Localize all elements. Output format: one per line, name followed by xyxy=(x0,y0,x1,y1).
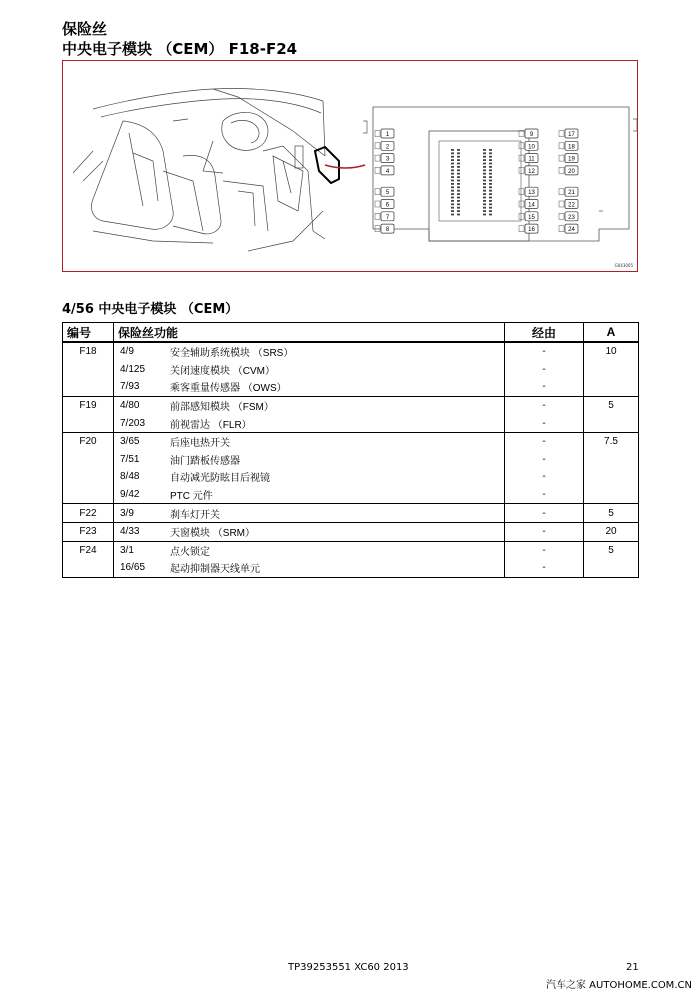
fuse-slot xyxy=(559,200,578,209)
page-number: 21 xyxy=(626,962,639,973)
component-name-cell: 点火锁定 xyxy=(170,546,210,558)
fuse-table xyxy=(62,322,639,578)
connector-pin xyxy=(483,197,486,199)
fuse-slot xyxy=(519,200,538,209)
connector-pin xyxy=(489,173,492,175)
component-name-cell: PTC 元件 xyxy=(170,486,505,504)
connector-pin xyxy=(457,166,460,168)
fuse-slot-number: 9 xyxy=(529,132,534,138)
connector-pin xyxy=(451,159,454,161)
fuse-slot-number: 18 xyxy=(568,144,575,151)
ampere-cell xyxy=(584,361,639,379)
connector-pin xyxy=(451,203,454,205)
connector-pin xyxy=(483,200,486,202)
fuse-slot xyxy=(519,166,538,175)
component-code-cell: 4/33 xyxy=(114,522,171,541)
connector-pin xyxy=(483,186,486,188)
fuse-number-cell xyxy=(63,378,114,396)
connector-pin xyxy=(451,173,454,175)
ampere-cell xyxy=(584,414,639,432)
connector-pin xyxy=(451,149,454,151)
table-row xyxy=(63,451,639,469)
component-code-cell: 3/65 xyxy=(120,436,140,448)
connector-pin xyxy=(489,207,492,209)
via-cell: - xyxy=(505,468,584,486)
fuse-slot-number: 19 xyxy=(568,156,575,163)
component-code-cell: 7/203 xyxy=(114,414,171,432)
connector-pin xyxy=(457,149,460,151)
connector-pin xyxy=(457,159,460,161)
connector-pin xyxy=(451,166,454,168)
component-name-cell: 起动抑制器天线单元 xyxy=(170,559,505,577)
fuse-slot-number: 5 xyxy=(385,190,390,197)
via-cell: - xyxy=(505,361,584,379)
component-name-cell: 油门踏板传感器 xyxy=(170,455,240,467)
via-cell: - xyxy=(505,432,584,450)
connector-pin xyxy=(457,183,460,185)
watermark: 汽车之家 AUTOHOME.COM.CN xyxy=(546,980,692,991)
via-cell: - xyxy=(505,486,584,504)
fuse-slot xyxy=(519,141,538,150)
fuse-slot-number: 20 xyxy=(568,168,575,175)
connector-pin xyxy=(451,156,454,158)
fuse-slot xyxy=(559,212,578,221)
connector-pin xyxy=(489,156,492,158)
table-row xyxy=(63,378,639,396)
connector-pin xyxy=(489,163,492,165)
connector-pin xyxy=(451,152,454,154)
connector-pin xyxy=(457,186,460,188)
table-row xyxy=(63,468,639,486)
connector-pin xyxy=(457,156,460,158)
component-name-cell: 关闭速度模块 （CVM） xyxy=(170,365,275,377)
connector-pin xyxy=(489,210,492,212)
connector-pin xyxy=(457,173,460,175)
fuse-slot xyxy=(519,154,538,163)
fuse-slot-number: 23 xyxy=(568,214,575,221)
via-cell: - xyxy=(505,504,584,523)
connector-pin xyxy=(489,186,492,188)
fuse-slot xyxy=(375,200,394,209)
connector-pin xyxy=(489,203,492,205)
component-name-cell: 天窗模块 （SRM） xyxy=(170,522,505,541)
connector-pin xyxy=(489,214,492,216)
table-row xyxy=(63,541,639,559)
cem-center-block xyxy=(429,131,529,241)
table-row xyxy=(63,361,639,379)
fuse-number-cell xyxy=(63,486,114,504)
fuse-slot-number: 4 xyxy=(385,168,390,175)
component-code-cell: 4/80 xyxy=(120,400,140,412)
connector-pin xyxy=(483,166,486,168)
page-subtitle: 中央电子模块 （CEM） F18-F24 xyxy=(62,40,298,58)
connector-pin xyxy=(489,152,492,154)
fuse-slot-number: 15 xyxy=(528,214,535,221)
connector-pin xyxy=(457,180,460,182)
fuse-number-cell: F24 xyxy=(63,541,114,559)
fuse-slot xyxy=(375,154,394,163)
connector-pin xyxy=(483,214,486,216)
fuse-slot-number: 17 xyxy=(568,132,575,138)
connector-pin xyxy=(489,176,492,178)
connector-pin xyxy=(451,183,454,185)
connector-pins xyxy=(451,149,492,215)
fuse-box-diagram xyxy=(63,61,639,273)
ampere-cell: 20 xyxy=(584,522,639,541)
connector-pin xyxy=(489,190,492,192)
connector-pin xyxy=(483,183,486,185)
fuse-slot xyxy=(559,166,578,175)
component-name-cell: 自动减光防眩目后视镜 xyxy=(170,473,270,485)
component-code-cell: 7/93 xyxy=(114,378,171,396)
connector-pin xyxy=(451,169,454,171)
fuse-location-figure xyxy=(62,60,638,272)
connector-pin xyxy=(451,176,454,178)
fuse-number-cell xyxy=(63,468,114,486)
fuse-slot-number: 1 xyxy=(385,132,390,138)
table-row xyxy=(63,522,639,541)
fuse-slot xyxy=(519,224,538,233)
connector-pin xyxy=(451,163,454,165)
connector-pin xyxy=(457,197,460,199)
ampere-cell xyxy=(584,451,639,469)
col-header-no: 编号 xyxy=(63,323,114,343)
via-cell: - xyxy=(505,451,584,469)
via-cell: - xyxy=(505,396,584,414)
fuse-slot xyxy=(375,129,394,138)
fuse-number-cell xyxy=(63,361,114,379)
fuse-slot-number: 10 xyxy=(528,144,535,151)
component-name-cell: 乘客重量传感器 （OWS） xyxy=(170,378,505,396)
table-row xyxy=(63,486,639,504)
connector-pin xyxy=(457,207,460,209)
fuse-slot xyxy=(375,166,394,175)
fuse-slot-number: 11 xyxy=(528,156,535,163)
fuse-slot-number: 2 xyxy=(385,144,390,151)
connector-pin xyxy=(483,173,486,175)
connector-pin xyxy=(451,193,454,195)
connector-pin xyxy=(489,166,492,168)
via-cell: - xyxy=(505,559,584,577)
connector-pin xyxy=(457,203,460,205)
fuse-slot xyxy=(519,129,538,138)
page-title: 保险丝 xyxy=(62,20,108,38)
table-row xyxy=(63,342,639,361)
footer-doc-id: TP39253551 XC60 2013 xyxy=(288,962,409,973)
component-name-cell: 刹车灯开关 xyxy=(170,504,505,523)
fuse-number-cell: F22 xyxy=(63,504,114,523)
car-interior-sketch xyxy=(73,89,325,252)
fuse-slot-number: 8 xyxy=(385,227,390,234)
fuse-slot-number: 21 xyxy=(568,190,575,197)
ampere-cell: 5 xyxy=(584,396,639,414)
pointer-line xyxy=(325,165,365,168)
connector-pin xyxy=(451,200,454,202)
connector-pin xyxy=(489,183,492,185)
connector-pin xyxy=(483,207,486,209)
connector-pin xyxy=(451,214,454,216)
table-header-row xyxy=(63,323,639,343)
connector-pin xyxy=(457,176,460,178)
section-title: 4/56 中央电子模块 （CEM） xyxy=(62,302,239,317)
fuse-slot-number: 16 xyxy=(528,227,535,234)
fuse-slot-number: 24 xyxy=(568,227,575,234)
fuse-slot xyxy=(375,187,394,196)
col-header-via: 经由 xyxy=(505,323,584,343)
connector-pin xyxy=(457,152,460,154)
connector-pin xyxy=(489,197,492,199)
fuse-slot-number: 7 xyxy=(385,214,390,221)
connector-pin xyxy=(483,203,486,205)
table-row xyxy=(63,432,639,450)
fuse-slot-number: 22 xyxy=(568,202,575,209)
via-cell: - xyxy=(505,541,584,559)
connector-pin xyxy=(483,156,486,158)
connector-pin xyxy=(457,163,460,165)
fuse-number-cell: F23 xyxy=(63,522,114,541)
connector-pin xyxy=(451,207,454,209)
ampere-cell xyxy=(584,486,639,504)
connector-pin xyxy=(483,152,486,154)
component-code-cell: 3/9 xyxy=(114,504,171,523)
ampere-cell: 7.5 xyxy=(584,432,639,450)
component-name-cell: 前部感知模块 （FSM） xyxy=(170,402,274,414)
connector-pin xyxy=(457,169,460,171)
fuse-slot xyxy=(375,212,394,221)
fuse-slot-number: 3 xyxy=(385,156,390,163)
connector-pin xyxy=(483,193,486,195)
via-cell: - xyxy=(505,378,584,396)
ampere-cell xyxy=(584,378,639,396)
connector-pin xyxy=(489,193,492,195)
fuse-slot xyxy=(519,212,538,221)
fuse-slot xyxy=(559,224,578,233)
ampere-cell: 5 xyxy=(584,504,639,523)
component-code-cell: 16/65 xyxy=(114,559,171,577)
component-code-cell: 9/42 xyxy=(114,486,171,504)
component-code-cell: 8/48 xyxy=(120,471,140,483)
connector-pin xyxy=(483,180,486,182)
col-header-amp: A xyxy=(584,323,639,343)
component-name-cell: 前视雷达 （FLR） xyxy=(170,414,505,432)
connector-pin xyxy=(483,169,486,171)
fuse-slot-number: 6 xyxy=(385,202,390,209)
fuse-slot-number: 14 xyxy=(528,202,535,209)
component-name-cell: 后座电热开关 xyxy=(170,438,230,450)
table-row xyxy=(63,504,639,523)
component-code-cell: 3/1 xyxy=(120,544,134,556)
fuse-slot xyxy=(519,187,538,196)
component-code-cell: 4/9 xyxy=(120,346,134,358)
connector-pin xyxy=(451,186,454,188)
table-row xyxy=(63,559,639,577)
connector-pin xyxy=(451,180,454,182)
component-code-cell: 7/51 xyxy=(120,453,140,465)
fuse-slot xyxy=(559,129,578,138)
figure-code: G043005 xyxy=(614,263,633,268)
table-row xyxy=(63,396,639,414)
table-row xyxy=(63,414,639,432)
connector-pin xyxy=(451,190,454,192)
ampere-cell xyxy=(584,468,639,486)
fuse-number-cell xyxy=(63,414,114,432)
fuse-number-cell: F18 xyxy=(63,342,114,361)
fuse-slot xyxy=(375,141,394,150)
fuse-slot xyxy=(559,187,578,196)
fuse-slot-number: 12 xyxy=(528,168,535,175)
component-name-cell: 安全辅助系统模块 （SRS） xyxy=(170,348,294,360)
connector-pin xyxy=(483,149,486,151)
ampere-cell xyxy=(584,559,639,577)
fuse-number-cell: F20 xyxy=(63,432,114,450)
connector-pin xyxy=(483,210,486,212)
fuse-slot-number: 13 xyxy=(528,190,535,197)
col-header-function: 保险丝功能 xyxy=(114,323,505,343)
fuse-number-cell xyxy=(63,451,114,469)
ampere-cell: 10 xyxy=(584,342,639,361)
connector-pin xyxy=(483,190,486,192)
via-cell: - xyxy=(505,414,584,432)
fuse-number-cell: F19 xyxy=(63,396,114,414)
connector-pin xyxy=(451,197,454,199)
fuse-number-cell xyxy=(63,559,114,577)
via-cell: - xyxy=(505,342,584,361)
ampere-cell: 5 xyxy=(584,541,639,559)
connector-pin xyxy=(457,214,460,216)
connector-pin xyxy=(457,193,460,195)
connector-pin xyxy=(483,163,486,165)
fuse-slot xyxy=(559,141,578,150)
connector-pin xyxy=(451,210,454,212)
connector-pin xyxy=(489,200,492,202)
connector-pin xyxy=(483,159,486,161)
connector-pin xyxy=(489,169,492,171)
connector-pin xyxy=(489,180,492,182)
connector-pin xyxy=(489,159,492,161)
connector-pin xyxy=(457,200,460,202)
connector-pin xyxy=(489,149,492,151)
via-cell: - xyxy=(505,522,584,541)
fuse-slot xyxy=(559,154,578,163)
connector-pin xyxy=(483,176,486,178)
component-code-cell: 4/125 xyxy=(120,363,146,375)
connector-pin xyxy=(457,210,460,212)
connector-pin xyxy=(457,190,460,192)
